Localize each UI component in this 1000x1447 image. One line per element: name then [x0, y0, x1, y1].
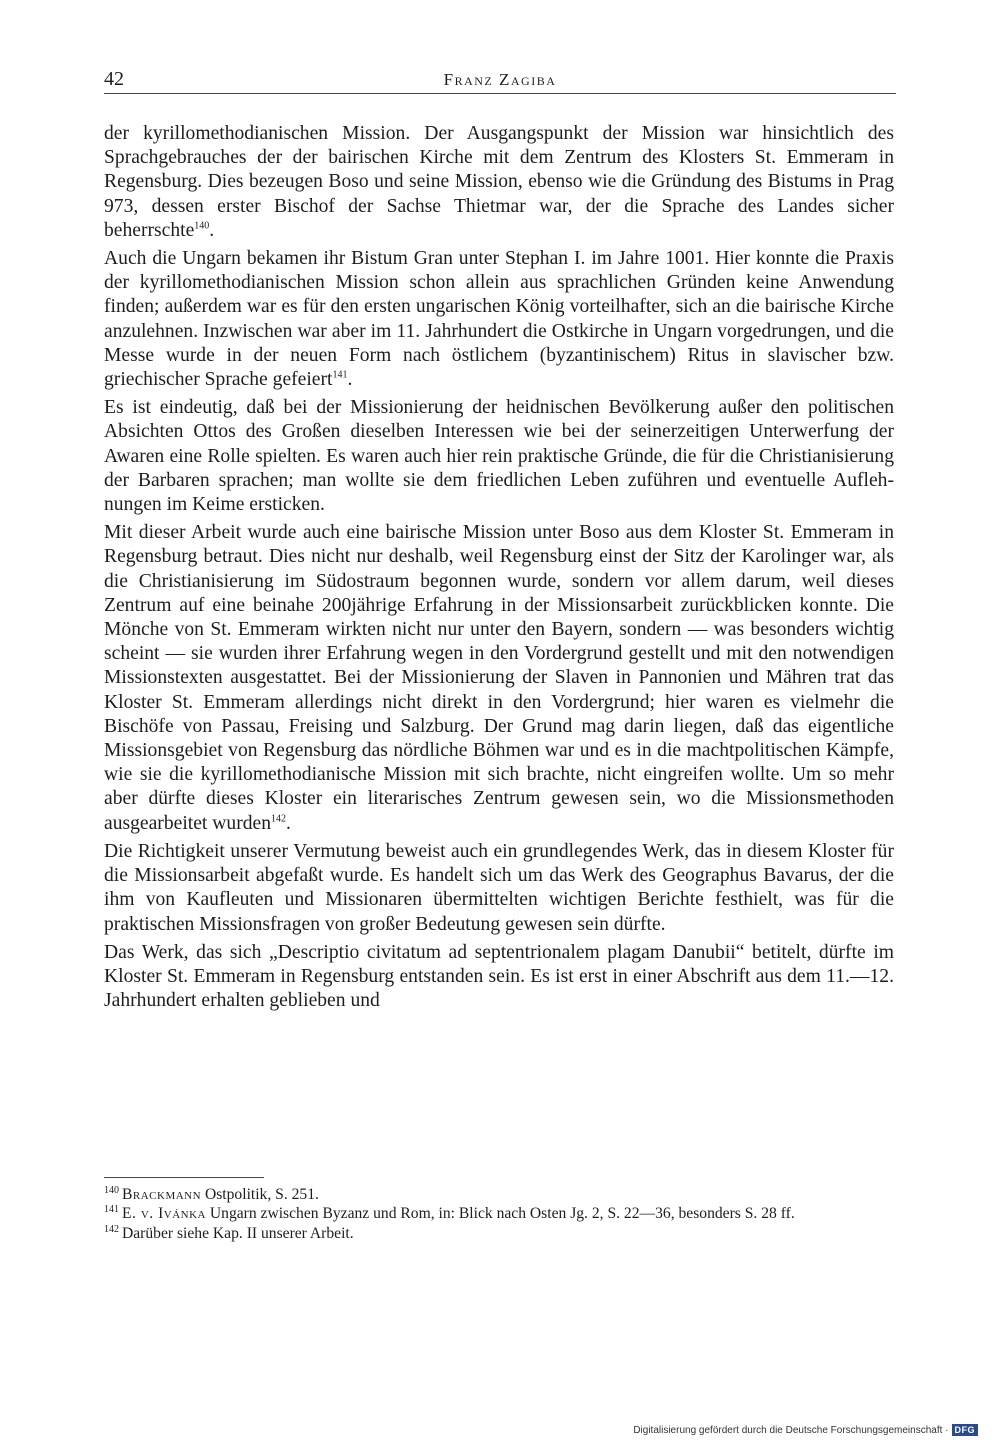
footnote-number: 141: [104, 1204, 119, 1216]
paragraph: [104, 840, 894, 937]
footnote-number: 142: [104, 1223, 119, 1235]
footnote: [104, 1204, 894, 1223]
paragraph: [104, 521, 894, 836]
footnote-text: Ungarn zwischen Byzanz und Rom, in: Blick nach Osten Jg. 2, S. 22—36, besonders S. 28 ff.: [205, 1205, 795, 1223]
footnote-reference: 141: [332, 369, 348, 381]
footnote-number: 140: [104, 1184, 119, 1196]
footnote: [104, 1224, 894, 1243]
paragraph-text: .: [209, 219, 215, 241]
running-head: Franz Zagiba: [443, 70, 557, 89]
digitization-credit: [633, 1424, 978, 1436]
paragraph-text: der kyrillomethodianischen Mission. Der Ausgangspunkt der Mission war hinsichtlich des Sprachgebrauches der der bairischen Kirche mit dem Zentrum des Klosters St. Emmeram in Regensburg. Dies bezeugen Boso und seine Mission, ebenso wie die Gründung des Bistums in Prag 973, dessen erster Bischof der Sachse Thietmar war, der die Sprache des Landes sicher beherrschte: [104, 123, 894, 241]
paragraph-text: Mit dieser Arbeit wurde auch eine bairische Mission unter Boso aus dem Kloster St. Emmeram in Regensburg betraut. Dies nicht nur deshalb, weil Regensburg einst der Sitz der Karolinger war, als die Christianisierung im Südostraum begonnen wurde, sondern vor allem darum, weil dieses Zentrum auf eine beinahe 200jährige Erfahrung in der Missionsarbeit zurückblicken konnte. Die Mönche von St. Emmeram wirkten nicht nur unter den Bayern, sondern — was besonders wichtig scheint — sie wurden ihrer Erfahrung wegen in den Vordergrund gestellt und mit den notwendigen Missionstexten ausgestattet. Bei der Missionierung der Slaven in Pannonien und Mähren trat das Kloster St. Emmeram allerdings nicht direkt in den Vordergrund; hier waren es vielmehr die Bischöfe von Passau, Freising und Salzburg. Der Grund mag darin liegen, daß das eigentliche Missionsgebiet von Regensburg das nördliche Böhmen war und es in die machtpolitischen Kämpfe, wie sie die kyrillomethodianische Mission mit sich brachte, nicht eingreifen wollte. Um so mehr aber dürfte dieses Kloster ein literarisches Zentrum gewesen sein, wo die Missionsmethoden ausgearbeitet wurden: [104, 522, 894, 834]
dfg-logo: DFG: [952, 1424, 979, 1436]
paragraph: [104, 122, 894, 243]
credit-text: Digitalisierung gefördert durch die Deutsche Forschungsgemeinschaft ·: [633, 1424, 949, 1436]
paragraph-text: Die Richtigkeit unserer Vermutung beweist auch ein grundlegendes Werk, das in diesem Kloster für die Missionsarbeit abgefaßt wurde. Es handelt sich um das Werk des Geographus Bavarus, der die ihm von Kaufleuten und Missionaren übermittelten wichtigen Berichte festhielt, was für die praktischen Missionsfragen von großer Bedeutung gewesen sein dürfte.: [104, 840, 894, 935]
footnote: [104, 1185, 894, 1204]
footnote-reference: 142: [271, 813, 287, 825]
header-rule: [104, 93, 896, 94]
footnote-text: Darüber siehe Kap. II unserer Arbeit.: [122, 1224, 354, 1242]
paragraph-text: Das Werk, das sich „Descriptio civitatum ad septentrionalem plagam Danubii“ betitelt, dürfte im Kloster St. Emmeram in Regensburg entstanden sein. Es ist erst in einer Abschrift aus dem 11.—12. Jahrhundert erhalten geblieben und: [104, 941, 894, 1012]
paragraph: [104, 247, 894, 392]
footnote-rule: [104, 1177, 264, 1178]
paragraph: [104, 941, 894, 1014]
paragraph-text: .: [286, 812, 291, 834]
footnote-reference: 140: [194, 220, 210, 232]
footnotes: [104, 1185, 894, 1243]
footnote-author: Brackmann: [122, 1186, 202, 1203]
page-header: [104, 66, 896, 96]
paragraph-text: Auch die Ungarn bekamen ihr Bistum Gran unter Stephan I. im Jahre 1001. Hier konnte die Praxis der kyrillomethodianischen Mission schon allein aus sprachlichen Gründen keine Anwendung finden; außerdem war es für den ersten ungarischen König vorteilhafter, sich an die bairische Kirche anzulehnen. Inzwischen war aber im 11. Jahrhundert die Ostkirche in Ungarn vorgedrungen, und die Messe wurde in der neuen Form nach östlichem (byzantinischem) Ritus in slavischer bzw. griechischer Sprache gefeiert: [104, 248, 894, 391]
paragraph-text: Es ist eindeutig, daß bei der Missionierung der heidnischen Bevölkerung außer den politischen Absichten Ottos des Großen dieselben Interessen wie bei der seinerzeitigen Unterwerfung der Awaren eine Rolle spielten. Es waren auch hier rein praktische Gründe, die für die Christianisierung der Barbaren sprachen; man wollte sie dem friedlichen Leben zuführen und eventuelle Auflehnungen im Keime ersticken.: [104, 397, 894, 516]
footnote-text: Ostpolitik, S. 251.: [201, 1186, 319, 1203]
page-number: 42: [104, 68, 124, 90]
body-text: [104, 122, 894, 1017]
paragraph: [104, 396, 894, 517]
footnote-author: E. v. Ivánka: [122, 1205, 206, 1223]
paragraph-text: .: [347, 369, 353, 391]
